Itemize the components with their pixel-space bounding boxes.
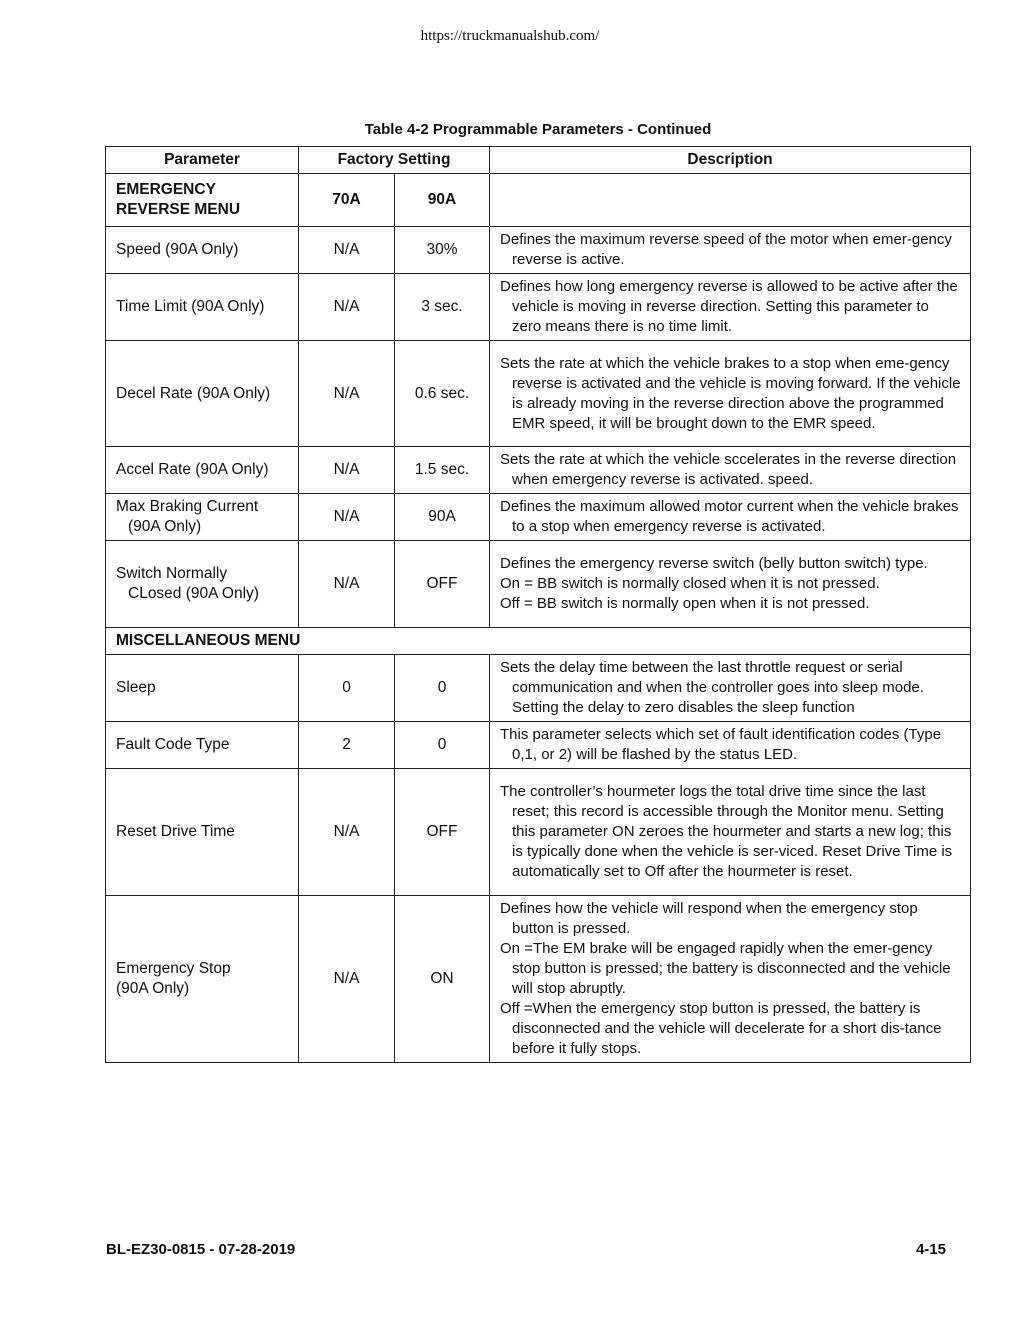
- parameter-description: [490, 769, 971, 896]
- misc-menu-title: MISCELLANEOUS MENU: [106, 628, 971, 655]
- page-url: https://truckmanualshub.com/: [420, 28, 600, 44]
- description-paragraph: This parameter selects which set of fault identification codes (Type 0,1, or 2) will be flashed by the status LED.: [500, 726, 942, 763]
- table-row: [106, 655, 971, 722]
- programmable-parameters-table: [105, 146, 971, 1063]
- parameter-name: [106, 769, 299, 896]
- parameter-name: [106, 722, 299, 769]
- table-row: [106, 227, 971, 274]
- page-number: 4-15: [915, 1241, 946, 1258]
- description-paragraph: Defines the maximum allowed motor current when the vehicle brakes to a stop when emergency reverse is activated.: [500, 498, 959, 535]
- parameter-name-line: CLosed (90A Only): [128, 585, 259, 602]
- parameter-name: [106, 896, 299, 1063]
- parameter-name-line: Time Limit (90A Only): [116, 298, 265, 315]
- parameter-description: [490, 494, 971, 541]
- emr-menu-title-line1: EMERGENCY: [116, 181, 216, 198]
- parameter-name: [106, 655, 299, 722]
- misc-menu-row: [106, 628, 971, 655]
- parameter-name: [106, 541, 299, 628]
- parameter-name-line: Emergency Stop: [116, 960, 231, 977]
- value-70a: N/A: [299, 494, 395, 541]
- parameter-name-line: Accel Rate (90A Only): [116, 461, 269, 478]
- parameter-description: [490, 896, 971, 1063]
- emr-menu-description-blank: [490, 174, 971, 227]
- parameter-name-line: Max Braking Current: [116, 498, 259, 515]
- value-70a: N/A: [299, 769, 395, 896]
- value-90a: 0: [395, 655, 490, 722]
- parameter-name: [106, 447, 299, 494]
- description-paragraph: Off =When the emergency stop button is pressed, the battery is disconnected and the vehicle will decelerate for a short dis-tance before it fully stops.: [500, 1000, 942, 1057]
- description-paragraph: On =The EM brake will be engaged rapidly when the emer-gency stop button is pressed; the battery is disconnected and the vehicle will stop abruptly.: [500, 940, 951, 997]
- parameter-name: [106, 274, 299, 341]
- table-header-row: [106, 147, 971, 174]
- parameter-name: [106, 341, 299, 447]
- value-90a: ON: [395, 896, 490, 1063]
- parameter-name-line: (90A Only): [128, 518, 202, 535]
- description-paragraph: Sets the rate at which the vehicle brakes to a stop when eme-gency reverse is activated and the vehicle is moving forward. If the vehicle is already moving in the reverse direction above the programmed EMR speed, it will be brought down to the EMR speed.: [500, 354, 961, 432]
- parameter-name-line: (90A Only): [116, 980, 190, 997]
- parameter-description: [490, 341, 971, 447]
- description-paragraph: Defines how the vehicle will respond when the emergency stop button is pressed.: [500, 900, 918, 937]
- value-90a: 1.5 sec.: [395, 447, 490, 494]
- parameter-description: [490, 227, 971, 274]
- value-90a: 3 sec.: [395, 274, 490, 341]
- parameter-name: [106, 494, 299, 541]
- parameter-name-line: Fault Code Type: [116, 736, 230, 753]
- header-factory-setting: Factory Setting: [299, 147, 490, 174]
- description-paragraph: Defines the maximum reverse speed of the motor when emer-gency reverse is active.: [500, 231, 952, 268]
- parameter-description: [490, 722, 971, 769]
- value-90a: 30%: [395, 227, 490, 274]
- parameter-description: [490, 447, 971, 494]
- header-parameter: Parameter: [106, 147, 299, 174]
- value-90a: 0: [395, 722, 490, 769]
- parameter-name-line: Decel Rate (90A Only): [116, 384, 271, 402]
- document-id: BL-EZ30-0815 - 07-28-2019: [106, 1241, 296, 1258]
- table-row: [106, 722, 971, 769]
- parameter-name-line: Sleep: [116, 679, 156, 696]
- parameter-name: [106, 227, 299, 274]
- table-row: [106, 769, 971, 896]
- value-70a: 0: [299, 655, 395, 722]
- value-70a: N/A: [299, 274, 395, 341]
- value-70a: N/A: [299, 896, 395, 1063]
- header-description: Description: [490, 147, 971, 174]
- parameter-name-line: Speed (90A Only): [116, 241, 239, 258]
- table-caption: Table 4-2 Programmable Parameters - Continued: [364, 121, 712, 138]
- col-70a-label: 70A: [299, 174, 395, 227]
- table-row: [106, 494, 971, 541]
- value-90a: 90A: [395, 494, 490, 541]
- parameter-name-line: Reset Drive Time: [116, 823, 235, 840]
- value-90a: OFF: [395, 769, 490, 896]
- description-paragraph: Sets the rate at which the vehicle sccelerates in the reverse direction when emergency reverse is activated. speed.: [500, 451, 957, 488]
- parameter-name-line: Switch Normally: [116, 565, 228, 582]
- col-90a-label: 90A: [395, 174, 490, 227]
- value-70a: N/A: [299, 341, 395, 447]
- value-70a: 2: [299, 722, 395, 769]
- parameter-description: [490, 655, 971, 722]
- value-90a: 0.6 sec.: [395, 341, 490, 447]
- description-paragraph: Sets the delay time between the last throttle request or serial communication and when the controller goes into sleep mode. Setting the delay to zero disables the sleep function: [500, 659, 924, 716]
- parameter-description: [490, 274, 971, 341]
- table-row: [106, 896, 971, 1063]
- value-70a: N/A: [299, 227, 395, 274]
- table-row: [106, 341, 971, 447]
- parameter-description: [490, 541, 971, 628]
- value-90a: OFF: [395, 541, 490, 628]
- value-70a: N/A: [299, 447, 395, 494]
- table-row: [106, 541, 971, 628]
- description-paragraph: Defines how long emergency reverse is allowed to be active after the vehicle is moving in reverse direction. Setting this parameter to zero means there is no time limit.: [500, 278, 958, 335]
- description-paragraph: On = BB switch is normally closed when it is not pressed.: [500, 575, 880, 592]
- description-paragraph: Defines the emergency reverse switch (belly button switch) type.: [500, 555, 928, 572]
- table-row: [106, 447, 971, 494]
- description-paragraph: The controller’s hourmeter logs the total drive time since the last reset; this record is accessible through the Monitor menu. Setting this parameter ON zeroes the hourmeter and starts a new log; this is typically done when the vehicle is ser-viced. Reset Drive Time is automatically set to Off after the hourmeter is reset.: [500, 783, 953, 880]
- emr-menu-row: [106, 174, 971, 227]
- description-paragraph: Off = BB switch is normally open when it is not pressed.: [500, 595, 870, 612]
- emr-menu-title-line2: REVERSE MENU: [116, 201, 241, 218]
- table-row: [106, 274, 971, 341]
- emr-menu-title: [106, 174, 299, 227]
- value-70a: N/A: [299, 541, 395, 628]
